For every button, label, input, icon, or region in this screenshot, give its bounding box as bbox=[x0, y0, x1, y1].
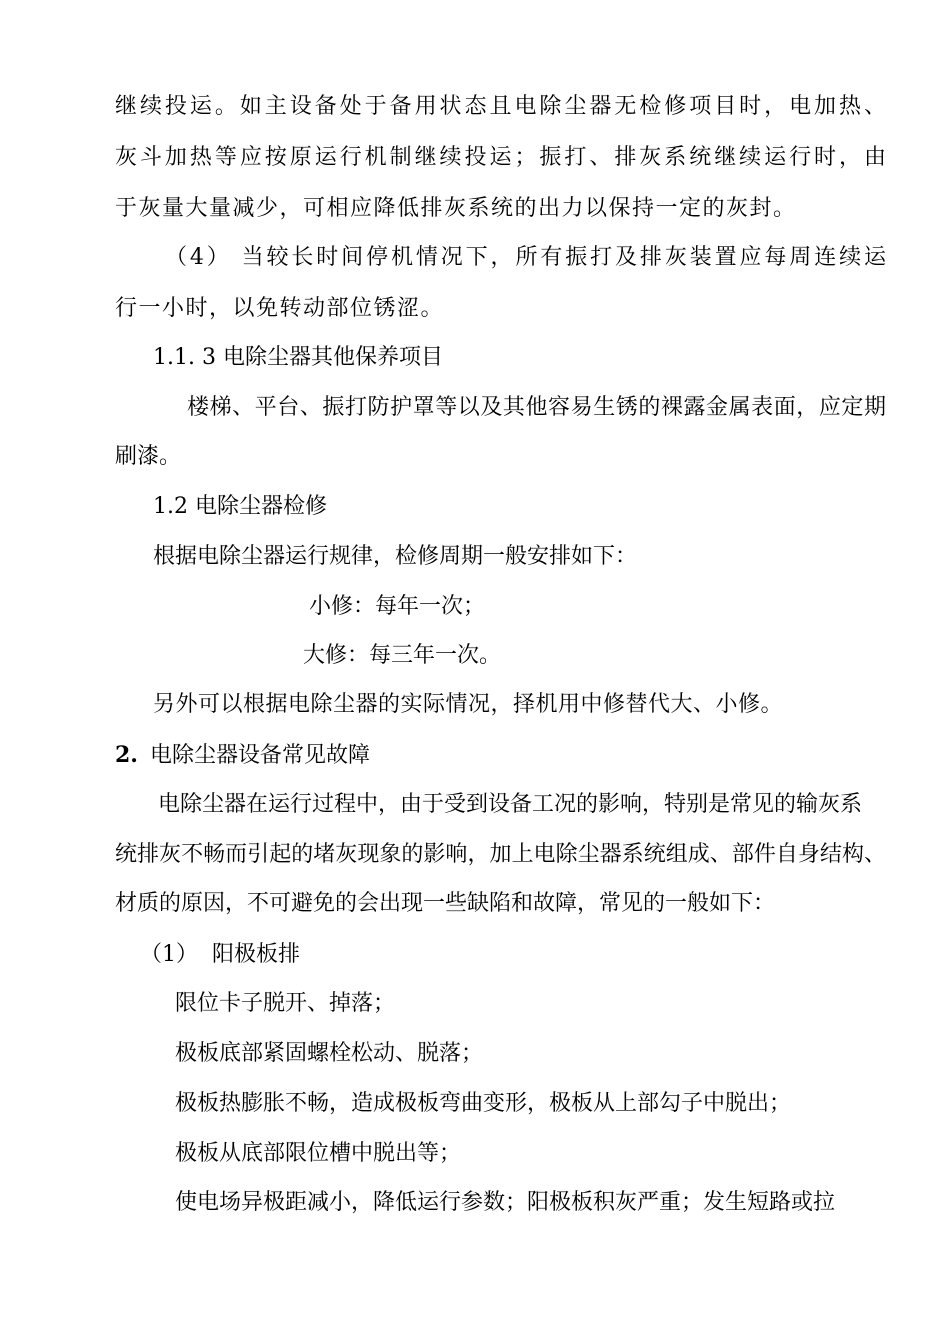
schedule-item: 小修：每年一次； bbox=[309, 594, 486, 619]
section-heading: 1.1. 3 电除尘器其他保养项目 bbox=[153, 345, 443, 370]
schedule-item: 大修：每三年一次。 bbox=[303, 643, 502, 668]
paragraph-line: 刷漆。 bbox=[115, 444, 182, 469]
paragraph-line: 灰斗加热等应按原运行机制继续投运；振打、排灰系统继续运行时，由 bbox=[115, 145, 886, 170]
chapter-title: 电除尘器设备常见故障 bbox=[149, 743, 370, 768]
paragraph-line: 统排灰不畅而引起的堵灰现象的影响，加上电除尘器系统组成、部件自身结构、 bbox=[115, 842, 886, 867]
list-heading: （1） 阳极板排 bbox=[140, 942, 300, 967]
list-item: 极板热膨胀不畅，造成极板弯曲变形，极板从上部勾子中脱出； bbox=[175, 1091, 792, 1116]
paragraph-line: 材质的原因，不可避免的会出现一些缺陷和故障，常见的一般如下： bbox=[115, 891, 776, 916]
list-item: 限位卡子脱开、掉落； bbox=[175, 991, 396, 1016]
section-heading: 1.2 电除尘器检修 bbox=[153, 494, 327, 519]
chapter-heading bbox=[115, 740, 370, 771]
paragraph-line: （4） 当较长时间停机情况下，所有振打及排灰装置应每周连续运 bbox=[165, 245, 886, 270]
list-item: 使电场异极距减小，降低运行参数；阳极板积灰严重；发生短路或拉 bbox=[175, 1190, 836, 1215]
paragraph-line: 于灰量大量减少，可相应降低排灰系统的出力以保持一定的灰封。 bbox=[115, 196, 797, 221]
paragraph-line: 继续投运。如主设备处于备用状态且电除尘器无检修项目时，电加热、 bbox=[115, 94, 886, 119]
paragraph-line: 电除尘器在运行过程中，由于受到设备工况的影响，特别是常见的输灰系 bbox=[158, 792, 863, 817]
chapter-number: 2. bbox=[115, 742, 138, 768]
paragraph-line: 另外可以根据电除尘器的实际情况，择机用中修替代大、小修。 bbox=[153, 692, 784, 717]
paragraph-line: 根据电除尘器运行规律，检修周期一般安排如下： bbox=[153, 544, 638, 569]
paragraph-line: 楼梯、平台、振打防护罩等以及其他容易生锈的裸露金属表面，应定期 bbox=[187, 395, 886, 420]
list-item: 极板底部紧固螺栓松动、脱落； bbox=[175, 1041, 484, 1066]
paragraph-line: 行一小时，以免转动部位锈涩。 bbox=[115, 296, 445, 321]
list-item: 极板从底部限位槽中脱出等； bbox=[175, 1141, 462, 1166]
